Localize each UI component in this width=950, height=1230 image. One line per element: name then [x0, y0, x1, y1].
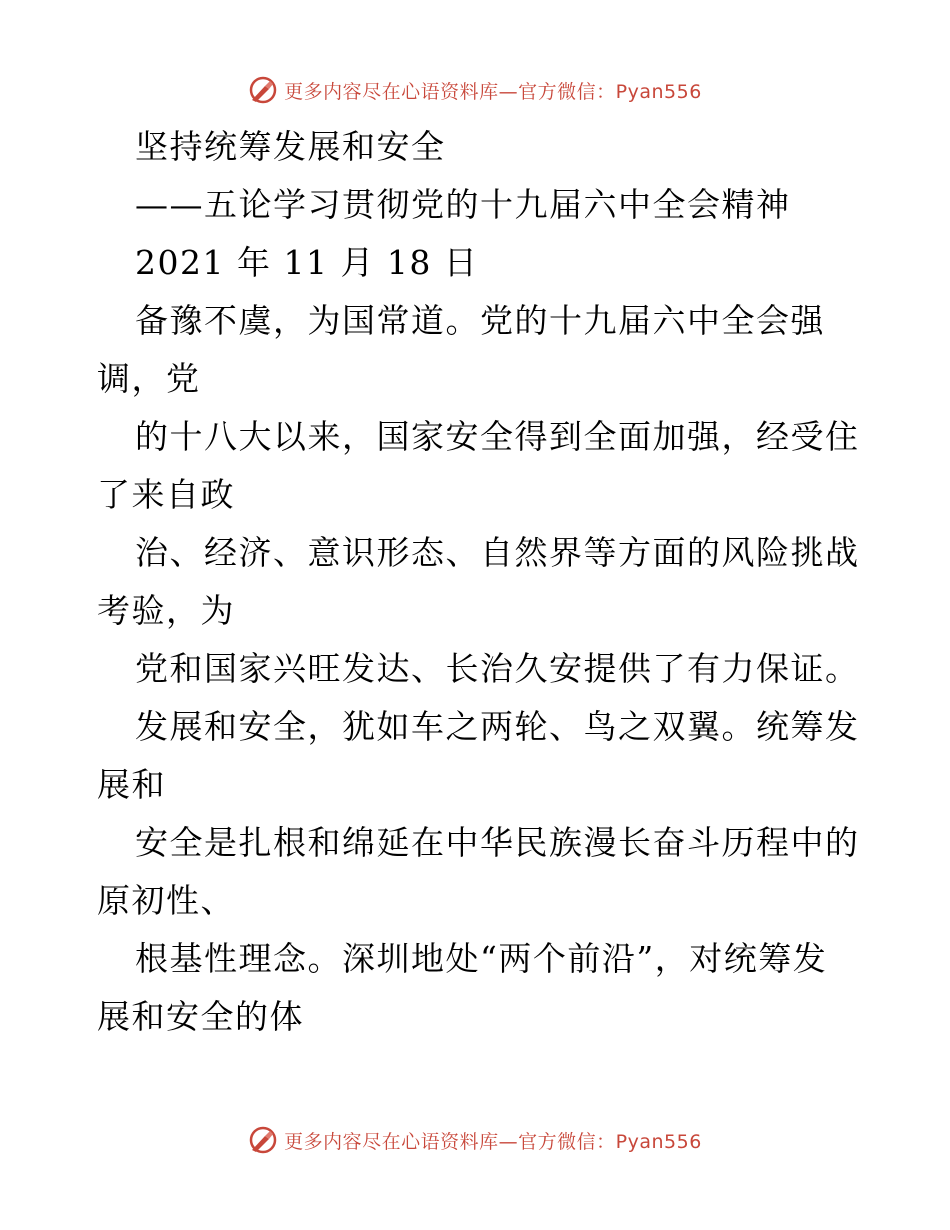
document-body — [97, 118, 860, 1046]
paragraph-line: 考验，为 — [97, 591, 235, 630]
paragraph-line: 原初性、 — [97, 881, 235, 920]
paragraph-line: 了来自政 — [97, 475, 235, 514]
paragraph-line: 根基性理念。深圳地处“两个前沿”，对统筹发 — [135, 939, 828, 978]
paragraph-line: 展和安全的体 — [97, 997, 304, 1036]
paragraph-line: 党和国家兴旺发达、长治久安提供了有力保证。 — [135, 649, 860, 688]
header-watermark-banner — [0, 70, 950, 110]
paragraph-line: 调，党 — [97, 359, 201, 398]
pen-logo-icon — [248, 75, 278, 105]
banner-text: 更多内容尽在心语资料库—官方微信：Pyan556 — [284, 1130, 702, 1153]
document-title: 坚持统筹发展和安全 — [135, 127, 446, 166]
pen-logo-icon — [248, 1125, 278, 1155]
banner-text: 更多内容尽在心语资料库—官方微信：Pyan556 — [284, 80, 702, 103]
paragraph-line: 安全是扎根和绵延在中华民族漫长奋斗历程中的 — [135, 823, 860, 862]
paragraph-line: 治、经济、意识形态、自然界等方面的风险挑战 — [135, 533, 860, 572]
footer-watermark-banner — [0, 1120, 950, 1160]
paragraph-line: 发展和安全，犹如车之两轮、鸟之双翼。统筹发 — [135, 707, 860, 746]
paragraph-line: 的十八大以来，国家安全得到全面加强，经受住 — [135, 417, 860, 456]
paragraph-line: 备豫不虞，为国常道。党的十九届六中全会强 — [135, 301, 825, 340]
document-date: 2021 年 11 月 18 日 — [135, 243, 479, 282]
document-subtitle: ——五论学习贯彻党的十九届六中全会精神 — [135, 185, 791, 224]
paragraph-line: 展和 — [97, 765, 166, 804]
